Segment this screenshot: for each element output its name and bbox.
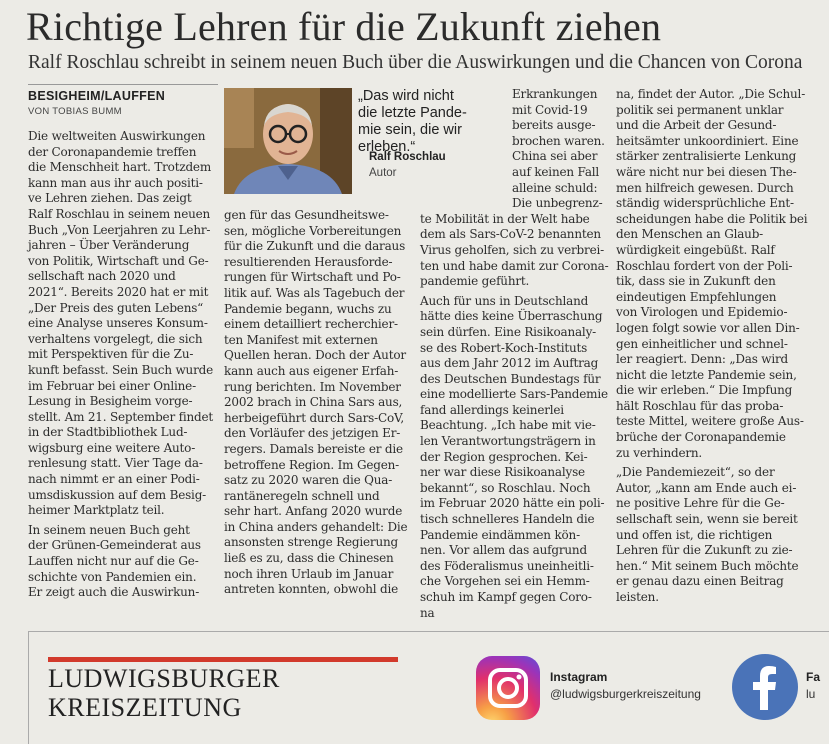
text-line: ve Lehren ziehen. Das zeigt xyxy=(28,191,192,206)
text-line: nach nimmt er an einer Podi- xyxy=(28,472,200,487)
text-line: der Region gesprochen. Kei- xyxy=(420,449,588,464)
text-line: hen.“ Mit seinem Buch möchte xyxy=(616,558,799,573)
text-line: kann auch aus eigener Erfah- xyxy=(224,363,399,378)
text-line: na, findet der Autor. „Die Schul- xyxy=(616,87,806,101)
text-line: schuh im Kampf gegen Coro- xyxy=(420,590,592,604)
article-column-1 xyxy=(28,129,214,601)
text-line: im Februar 2020 hätte ein poli- xyxy=(420,496,605,511)
instagram-handle[interactable]: @ludwigsburgerkreiszeitung xyxy=(550,687,701,701)
text-line: bereits ausge- xyxy=(512,118,596,133)
facebook-icon[interactable] xyxy=(732,654,798,720)
text-line: brochen waren. xyxy=(512,133,605,148)
text-line: ständig widersprüchliche Ent- xyxy=(616,196,794,211)
text-line: dem als Sars-CoV-2 benannten xyxy=(420,227,601,242)
text-line: der Grünen-Gemeinderat aus xyxy=(28,538,201,553)
text-line: mit Covid-19 xyxy=(512,102,588,117)
text-line: gen einheitlicher und schnel- xyxy=(616,336,788,351)
facebook-label[interactable]: Fa xyxy=(806,670,821,684)
quote-author: Ralf Roschlau xyxy=(369,151,446,163)
text-line: des Föderalismus uneinheitli- xyxy=(420,558,594,573)
text-line: ließ es zu, dass die Chinesen xyxy=(224,551,394,566)
text-line: heimer Marktplatz teil. xyxy=(28,503,165,518)
text-line: Pandemie begann, wuchs zu xyxy=(224,301,392,316)
text-line: und offen ist, die richtigen xyxy=(616,527,773,542)
text-line: pandemie geführt. xyxy=(420,274,530,289)
text-line: einem detailliert recherchier- xyxy=(224,317,398,332)
text-line: 2002 brach in China Sars aus, xyxy=(224,395,403,410)
text-line: eine Analyse unseres Konsum- xyxy=(28,316,208,331)
text-line: herbeigeführt durch Sars-CoV, xyxy=(224,410,404,425)
text-line: Auch für uns in Deutschland xyxy=(420,293,589,308)
text-line: noch ihren Urlaub im Januar xyxy=(224,566,394,581)
text-line: ten und habe damit zur Corona- xyxy=(420,258,609,273)
text-line: in China anders gehandelt: Die xyxy=(224,519,408,534)
text-line: brüche der Coronapandemie xyxy=(616,430,786,445)
text-line: sellschaft sein, wenn sie bereit xyxy=(616,512,798,527)
text-line: renlesung statt. Vier Tage da- xyxy=(28,456,203,471)
text-line: regers. Damals bereiste er die xyxy=(224,441,403,456)
text-line: wigsburg eine weitere Auto- xyxy=(28,440,196,455)
text-line: nen. Vor allem das aufgrund xyxy=(420,543,587,558)
text-line: eindeutigen Empfehlungen xyxy=(616,289,777,304)
text-line: sein dürfen. Eine Risikoanaly- xyxy=(420,324,597,339)
text-line: Beachtung. „Ich habe mit vie- xyxy=(420,418,596,433)
text-line: Ralf Roschlau in seinem neuen xyxy=(28,206,211,221)
text-line: bekannt“, so Roschlau. Noch xyxy=(420,480,591,495)
text-line: ansonsten strenge Regierung xyxy=(224,535,398,550)
text-line: rung berichten. Im November xyxy=(224,379,401,394)
text-line: Die weltweiten Auswirkungen xyxy=(28,129,206,143)
brand-bar xyxy=(48,657,398,662)
text-line: ner war diese Risikoanalyse xyxy=(420,465,585,480)
text-line: sehr hart. Anfang 2020 wurde xyxy=(224,504,403,519)
text-line: mit Perspektiven für die Zu- xyxy=(28,347,194,362)
text-line: die wir erleben.“ Die Impfung xyxy=(616,383,793,398)
text-line: resultierenden Herausforde- xyxy=(224,254,393,269)
text-line: in der Stadtbibliothek Lud- xyxy=(28,425,188,440)
text-line: wäre nicht nur bei diesen The- xyxy=(616,164,797,179)
text-line: gen für das Gesundheitswe- xyxy=(224,208,389,222)
quote-line: die letzte Pande- xyxy=(358,105,467,121)
brand-name-line2: KREISZEITUNG xyxy=(48,693,242,722)
subheadline: Ralf Roschlau schreibt in seinem neuen Buch über die Auswirkungen und die Chancen von Corona xyxy=(28,52,803,73)
text-line: rungen für Wirtschaft und Po- xyxy=(224,270,401,285)
text-line: Die unbegrenz- xyxy=(512,196,603,211)
article-column-3 xyxy=(420,87,609,621)
text-line: „Der Preis des guten Lebens“ xyxy=(28,300,204,315)
text-line: des Deutschen Bundestags für xyxy=(420,371,601,386)
text-line: hätte dies keine Überraschung xyxy=(420,309,603,324)
text-line: sellschaft nach 2020 und xyxy=(28,269,176,284)
text-line: die Menschheit hart. Trotzdem xyxy=(28,160,212,175)
text-line: würdigkeit eingebüßt. Ralf xyxy=(616,242,775,257)
dateline: BESIGHEIM/LAUFFEN xyxy=(28,89,166,103)
text-line: che Vorgehen sei ein Hemm- xyxy=(420,574,590,589)
text-line: heitsämter unkoordiniert. Eine xyxy=(616,133,799,148)
text-line: den Vorläufer des jetzigen Er- xyxy=(224,426,401,441)
text-line: Lauffen nicht nur auf die Ge- xyxy=(28,554,199,569)
quote-author-role: Autor xyxy=(369,167,397,179)
text-line: Erkrankungen xyxy=(512,87,598,101)
text-line: ler reagiert. Denn: „Das wird xyxy=(616,352,789,367)
quote-line: erleben.“ xyxy=(358,139,416,155)
text-line: satz zu 2020 waren die Qua- xyxy=(224,473,393,488)
text-line: den Menschen an Glaub- xyxy=(616,227,764,242)
text-line: logen folgt sowie vor allen Din- xyxy=(616,320,800,335)
text-line: Pandemie eindämmen kön- xyxy=(420,527,580,542)
quote-line: „Das wird nicht xyxy=(358,88,454,104)
brand-name-line1: LUDWIGSBURGER xyxy=(48,664,280,693)
text-line: tisch schnelleres Handeln die xyxy=(420,512,595,527)
text-line: hält Roschlau für das proba- xyxy=(616,398,784,413)
text-line: tik, dass sie in Zukunft den xyxy=(616,274,776,289)
text-line: China sei aber xyxy=(512,149,598,164)
text-line: antreten konnten, obwohl die xyxy=(224,582,399,597)
author-photo xyxy=(224,88,352,194)
text-line: Autor, „kann am Ende auch ei- xyxy=(616,480,797,495)
text-line: „Die Pandemiezeit“, so der xyxy=(616,465,775,480)
article-column-2 xyxy=(224,208,409,598)
text-line: eine modellierte Sars-Pandemie xyxy=(420,387,608,402)
text-line: se des Robert-Koch-Instituts xyxy=(420,340,588,355)
text-line: Buch „Von Leerjahren zu Lehr- xyxy=(28,222,211,237)
text-line: litik auf. Was als Tagebuch der xyxy=(224,285,405,300)
text-line: kann man aus ihr auch positi- xyxy=(28,175,203,190)
text-line: men hilfreich gewesen. Durch xyxy=(616,180,794,195)
quote-line: mie sein, die wir xyxy=(358,122,462,138)
text-line: von Politik, Wirtschaft und Ge- xyxy=(28,253,209,268)
text-line: schichte von Pandemien ein. xyxy=(28,569,197,584)
text-line: teste Mittel, weitere große Aus- xyxy=(616,414,804,429)
text-line: In seinem neuen Buch geht xyxy=(28,522,190,537)
text-line: stellt. Am 21. September findet xyxy=(28,409,214,424)
text-line: rantäneregeln schnell und xyxy=(224,488,380,503)
text-line: und die Arbeit der Gesund- xyxy=(616,118,777,133)
text-line: er genau dazu einen Beitrag xyxy=(616,574,784,589)
text-line: der Coronapandemie treffen xyxy=(28,144,197,159)
instagram-label[interactable]: Instagram xyxy=(550,670,608,684)
text-line: len Verantwortungsträgern in xyxy=(420,434,596,449)
text-line: von Virologen und Epidemio- xyxy=(616,305,788,320)
text-line: jahren – Über Veränderung xyxy=(28,238,190,253)
article-column-4 xyxy=(616,87,808,606)
text-line: betroffene Region. Im Gegen- xyxy=(224,457,400,472)
text-line: auf keinen Fall xyxy=(512,164,600,179)
text-line: 2021“. Bereits 2020 hat er mit xyxy=(28,284,209,299)
text-line: aus dem Jahr 2012 im Auftrag xyxy=(420,356,599,371)
dateline-rule xyxy=(28,84,218,85)
text-line: Roschlau fordert von der Poli- xyxy=(616,258,793,273)
text-line: Virus geholfen, sich zu verbrei- xyxy=(420,242,604,257)
text-line: im Februar bei einer Online- xyxy=(28,378,196,393)
headline: Richtige Lehren für die Zukunft ziehen xyxy=(26,4,662,49)
text-line: politik sei permanent unklar xyxy=(616,102,784,117)
text-line: leisten. xyxy=(616,590,659,604)
instagram-icon[interactable] xyxy=(476,656,540,720)
byline: VON TOBIAS BUMM xyxy=(28,106,122,117)
text-line: kunft befasst. Sein Buch wurde xyxy=(28,362,213,377)
text-line: nicht die letzte Pandemie sein, xyxy=(616,367,797,382)
text-line: Lesung in Besigheim vorge- xyxy=(28,394,193,409)
facebook-handle[interactable]: lu xyxy=(806,687,816,701)
text-line: na xyxy=(420,605,435,620)
text-line: zu verhindern. xyxy=(616,445,703,460)
text-line: umsdiskussion auf dem Besig- xyxy=(28,487,207,502)
text-line: stärker zentralisierte Lenkung xyxy=(616,149,797,164)
text-line: sen, mögliche Vorbereitungen xyxy=(224,223,402,238)
text-line: fand allerdings keinerlei xyxy=(420,402,564,417)
text-line: verhaltens vorgelegt, die sich xyxy=(28,331,203,346)
text-line: Er zeigt auch die Auswirkun- xyxy=(28,585,200,600)
text-line: ne positive Lehre für die Ge- xyxy=(616,496,785,511)
text-line: Quellen heran. Doch der Autor xyxy=(224,348,406,363)
text-line: te Mobilität in der Welt habe xyxy=(420,211,590,226)
text-line: scheidungen habe die Politik bei xyxy=(616,211,808,226)
text-line: ten Manifest mit externen xyxy=(224,332,378,347)
text-line: Lehren für die Zukunft zu zie- xyxy=(616,543,793,558)
text-line: für die Zukunft und die daraus xyxy=(224,239,406,254)
text-line: alleine schuld: xyxy=(512,180,598,195)
